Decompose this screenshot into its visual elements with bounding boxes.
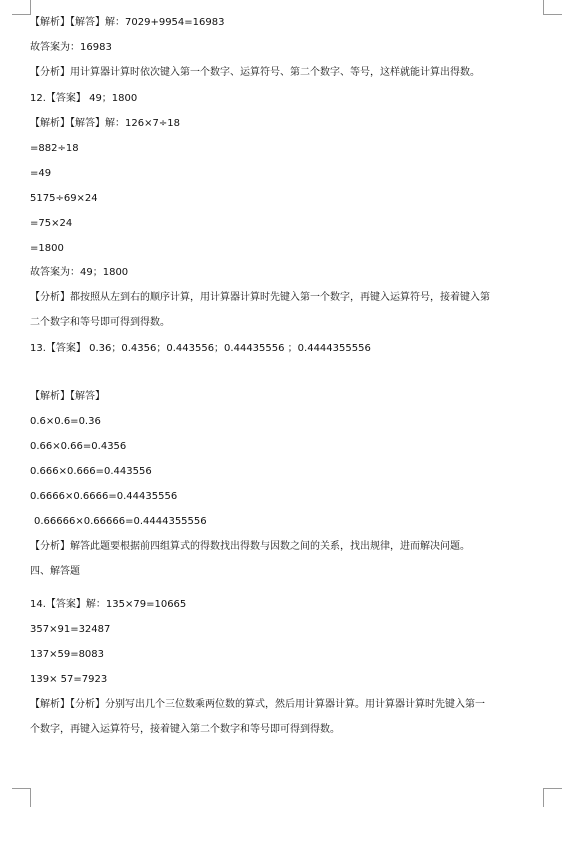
analysis-line: 【解析】【分析】分别写出几个三位数乘两位数的算式，然后用计算器计算。用计算器计算时先键入第一 xyxy=(30,699,485,710)
question-answer-13: 13.【答案】 0.36；0.4356；0.443556；0.44435556 ；0.4444355556 xyxy=(30,343,371,354)
text-line: 【解析】【解答】解：126×7÷18 xyxy=(30,118,180,129)
question-answer-12: 12.【答案】 49；1800 xyxy=(30,93,138,104)
text-line: 【解析】【解答】 xyxy=(30,391,105,402)
crop-mark-bottom-right xyxy=(543,788,562,807)
analysis-line: 【分析】用计算器计算时依次键入第一个数字、运算符号、第二个数字、等号，这样就能计算出得数。 xyxy=(30,67,480,78)
text-line: 【解析】【解答】解：7029+9954=16983 xyxy=(30,17,225,28)
text-line: =1800 xyxy=(30,243,64,254)
text-line: 357×91=32487 xyxy=(30,624,111,635)
analysis-line: 【分析】都按照从左到右的顺序计算，用计算器计算时先键入第一个数字，再键入运算符号，接着键入第 xyxy=(30,292,490,303)
text-line: 0.6×0.6=0.36 xyxy=(30,416,101,427)
text-line: 0.66666×0.66666=0.4444355556 xyxy=(34,516,207,527)
text-line: =75×24 xyxy=(30,218,73,229)
text-line: 0.6666×0.6666=0.44435556 xyxy=(30,491,178,502)
crop-mark-top-right xyxy=(543,0,562,15)
text-line: 139× 57=7923 xyxy=(30,674,108,685)
crop-mark-top-left xyxy=(12,0,31,15)
text-line: 故答案为：49；1800 xyxy=(30,267,129,278)
section-heading: 四、解答题 xyxy=(30,566,80,577)
text-line: 故答案为：16983 xyxy=(30,42,112,53)
text-line: 137×59=8083 xyxy=(30,649,105,660)
text-line: =882÷18 xyxy=(30,143,79,154)
analysis-line: 二个数字和等号即可得到得数。 xyxy=(30,317,170,328)
text-line: =49 xyxy=(30,168,52,179)
analysis-line: 【分析】解答此题要根据前四组算式的得数找出得数与因数之间的关系，找出规律，进而解决问题。 xyxy=(30,541,470,552)
text-line: 5175÷69×24 xyxy=(30,193,98,204)
analysis-line: 个数字，再键入运算符号，接着键入第二个数字和等号即可得到得数。 xyxy=(30,724,340,735)
text-line: 0.666×0.666=0.443556 xyxy=(30,466,152,477)
crop-mark-bottom-left xyxy=(12,788,31,807)
question-answer-14: 14.【答案】解：135×79=10665 xyxy=(30,599,187,610)
text-line: 0.66×0.66=0.4356 xyxy=(30,441,127,452)
